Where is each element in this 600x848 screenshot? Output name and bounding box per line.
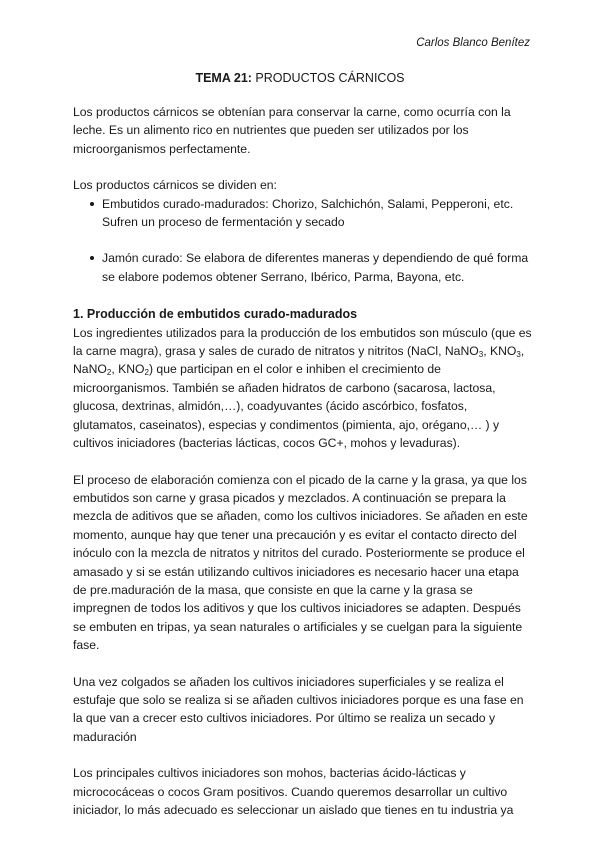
author-name: Carlos Blanco Benítez xyxy=(416,37,530,49)
document-title xyxy=(0,71,600,85)
intro-paragraph: Los productos cárnicos se obtenían para conservar la carne, como ocurría con la leche. Es un alimento rico en nutrientes que pueden ser utilizados por los microorganismos perfectamente. xyxy=(73,105,511,156)
title-text: PRODUCTOS CÁRNICOS xyxy=(251,71,405,85)
section-heading: 1. Producción de embutidos curado-madurados xyxy=(73,307,358,322)
process-paragraph: El proceso de elaboración comienza con el picado de la carne y la grasa, ya que los embutidos son carne y grasa picados y mezclados. A continuación se prepara la mezcla de aditivos que se añaden, como los cultivos iniciadores. Se añaden en este momento, aunque hay que tener una precaución y es evitar el contacto directo del inóculo con la mezcla de nitratos y nitritos del curado. Posteriormente se produce el amasado y si se están utilizando cultivos iniciadores es necesario hacer una etapa de pre.maduración de la masa, que consiste en que la carne y la grasa se impregnen de todos los aditivos y que los cultivos iniciadores se adapten. Después se embuten en tripas, ya sean naturales o artificiales y se cuelgan para la siguiente fase. xyxy=(73,472,528,653)
division-lead: Los productos cárnicos se dividen en: xyxy=(73,178,277,193)
list-item: Embutidos curado-madurados: Chorizo, Salchichón, Salami, Pepperoni, etc. Sufren un proceso de fermentación y secado xyxy=(73,195,533,232)
ingredients-paragraph: Los ingredientes utilizados para la producción de los embutidos son músculo (que es la carne magra), grasa y sales de curado de nitratos y nitritos (NaCl, NaNO$_3$, $KNO_3$, NaNO$_2$, $KNO_2$) que participan en el color e inhiben el crecimiento de microorganismos. También se añaden hidratos de carbono (sacarosa, lactosa, glucosa, dextrinas, almidón,…), coadyuvantes (ácido ascórbico, fosfatos, glutamatos, caseinatos), especias y condimentos (pimienta, ajo, orégano,… ) y cultivos iniciadores (bacterias lácticas, cocos GC+, mohos y levaduras). xyxy=(73,325,532,451)
document-body xyxy=(73,103,533,819)
list-item: Jamón curado: Se elabora de diferentes maneras y dependiendo de qué forma se elabore podemos obtener Serrano, Ibérico, Parma, Bayona, etc. xyxy=(73,249,533,286)
starter-cultures-paragraph: Los principales cultivos iniciadores son mohos, bacterias ácido-lácticas y micrococáceas o cocos Gram positivos. Cuando queremos desarrollar un cultivo iniciador, lo más adecuado es seleccionar un aislado que tienes en tu industria ya xyxy=(73,766,514,817)
title-prefix: TEMA 21: xyxy=(195,71,252,85)
hanging-paragraph: Una vez colgados se añaden los cultivos iniciadores superficiales y se realiza el estufaje que solo se realiza si se añaden cultivos iniciadores porque es una fase en la que van a crecer esto cultivos iniciadores. Por último se realiza un secado y maduración xyxy=(73,674,524,744)
division-list xyxy=(73,195,533,287)
